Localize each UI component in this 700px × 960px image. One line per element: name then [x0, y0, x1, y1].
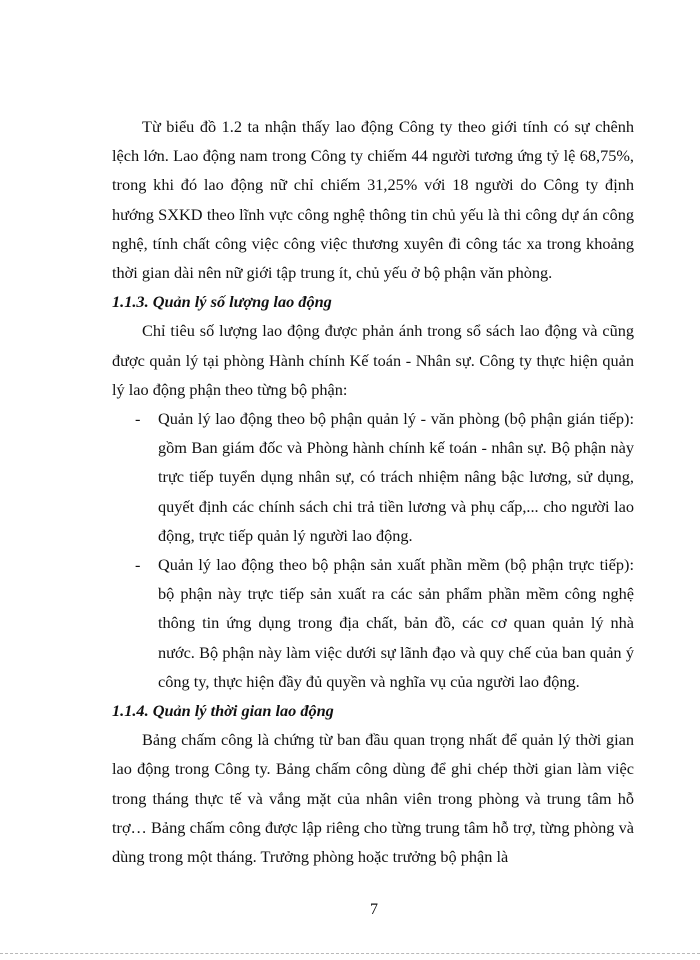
body-paragraph: Từ biểu đồ 1.2 ta nhận thấy lao động Công ty theo giới tính có sự chênh lệch lớn. Lao động nam trong Công ty chiếm 44 người tương ứng tỷ lệ 68,75%, trong khi đó lao động nữ chỉ chiếm 31,25% với 18 người do Công ty định hướng SXKD theo lĩnh vực công nghệ thông tin chủ yếu là thi công dự án công nghệ, tính chất công việc công việc thương xuyên đi công tác xa trong khoảng thời gian dài nên nữ giới tập trung ít, chủ yếu ở bộ phận văn phòng.: [112, 117, 634, 283]
page-content: [112, 112, 634, 871]
bullet-item-software-production: [112, 550, 634, 696]
bullet-text: Quản lý lao động theo bộ phận quản lý - văn phòng (bộ phận gián tiếp): gồm Ban giám đốc và Phòng hành chính kế toán - nhân sự. Bộ phận này trực tiếp tuyển dụng nhân sự, có trách nhiệm nâng bậc lương, sử dụng, quyết định các chính sách chi trả tiền lương và phụ cấp,... cho người lao động, trực tiếp quản lý người lao động.: [158, 409, 634, 545]
bullet-dash: -: [135, 409, 141, 429]
section-intro-paragraph: Bảng chấm công là chứng từ ban đầu quan trọng nhất để quản lý thời gian lao động trong Công ty. Bảng chấm công dùng để ghi chép thời gian làm việc trong tháng thực tế và vắng mặt của nhân viên trong phòng và trung tâm hỗ trợ… Bảng chấm công được lập riêng cho từng trung tâm hỗ trợ, từng phòng và dùng trong một tháng. Trưởng phòng hoặc trưởng bộ phận là: [112, 730, 634, 867]
page-bottom-divider: [0, 953, 700, 954]
section-heading-1-1-4: 1.1.4. Quản lý thời gian lao động: [112, 701, 334, 721]
section-heading-1-1-3: 1.1.3. Quản lý số lượng lao động: [112, 292, 332, 312]
section-intro-paragraph: Chỉ tiêu số lượng lao động được phản ánh trong sổ sách lao động và cũng được quản lý tại phòng Hành chính Kế toán - Nhân sự. Công ty thực hiện quản lý lao động phận theo từng bộ phận:: [112, 321, 634, 399]
bullet-text: Quản lý lao động theo bộ phận sản xuất phần mềm (bộ phận trực tiếp): bộ phận này trực tiếp sản xuất ra các sản phẩm phần mềm công nghệ thông tin ứng dụng trong địa chất, bản đồ, các cơ quan quản lý nhà nước. Bộ phận này làm việc dưới sự lãnh đạo và quy chế của ban quản ý công ty, thực hiện đầy đủ quyền và nghĩa vụ của người lao động.: [158, 555, 634, 691]
bullet-dash: -: [135, 555, 141, 575]
bullet-list: [112, 404, 634, 696]
page-number: 7: [370, 901, 378, 918]
bullet-item-office-management: [112, 404, 634, 550]
